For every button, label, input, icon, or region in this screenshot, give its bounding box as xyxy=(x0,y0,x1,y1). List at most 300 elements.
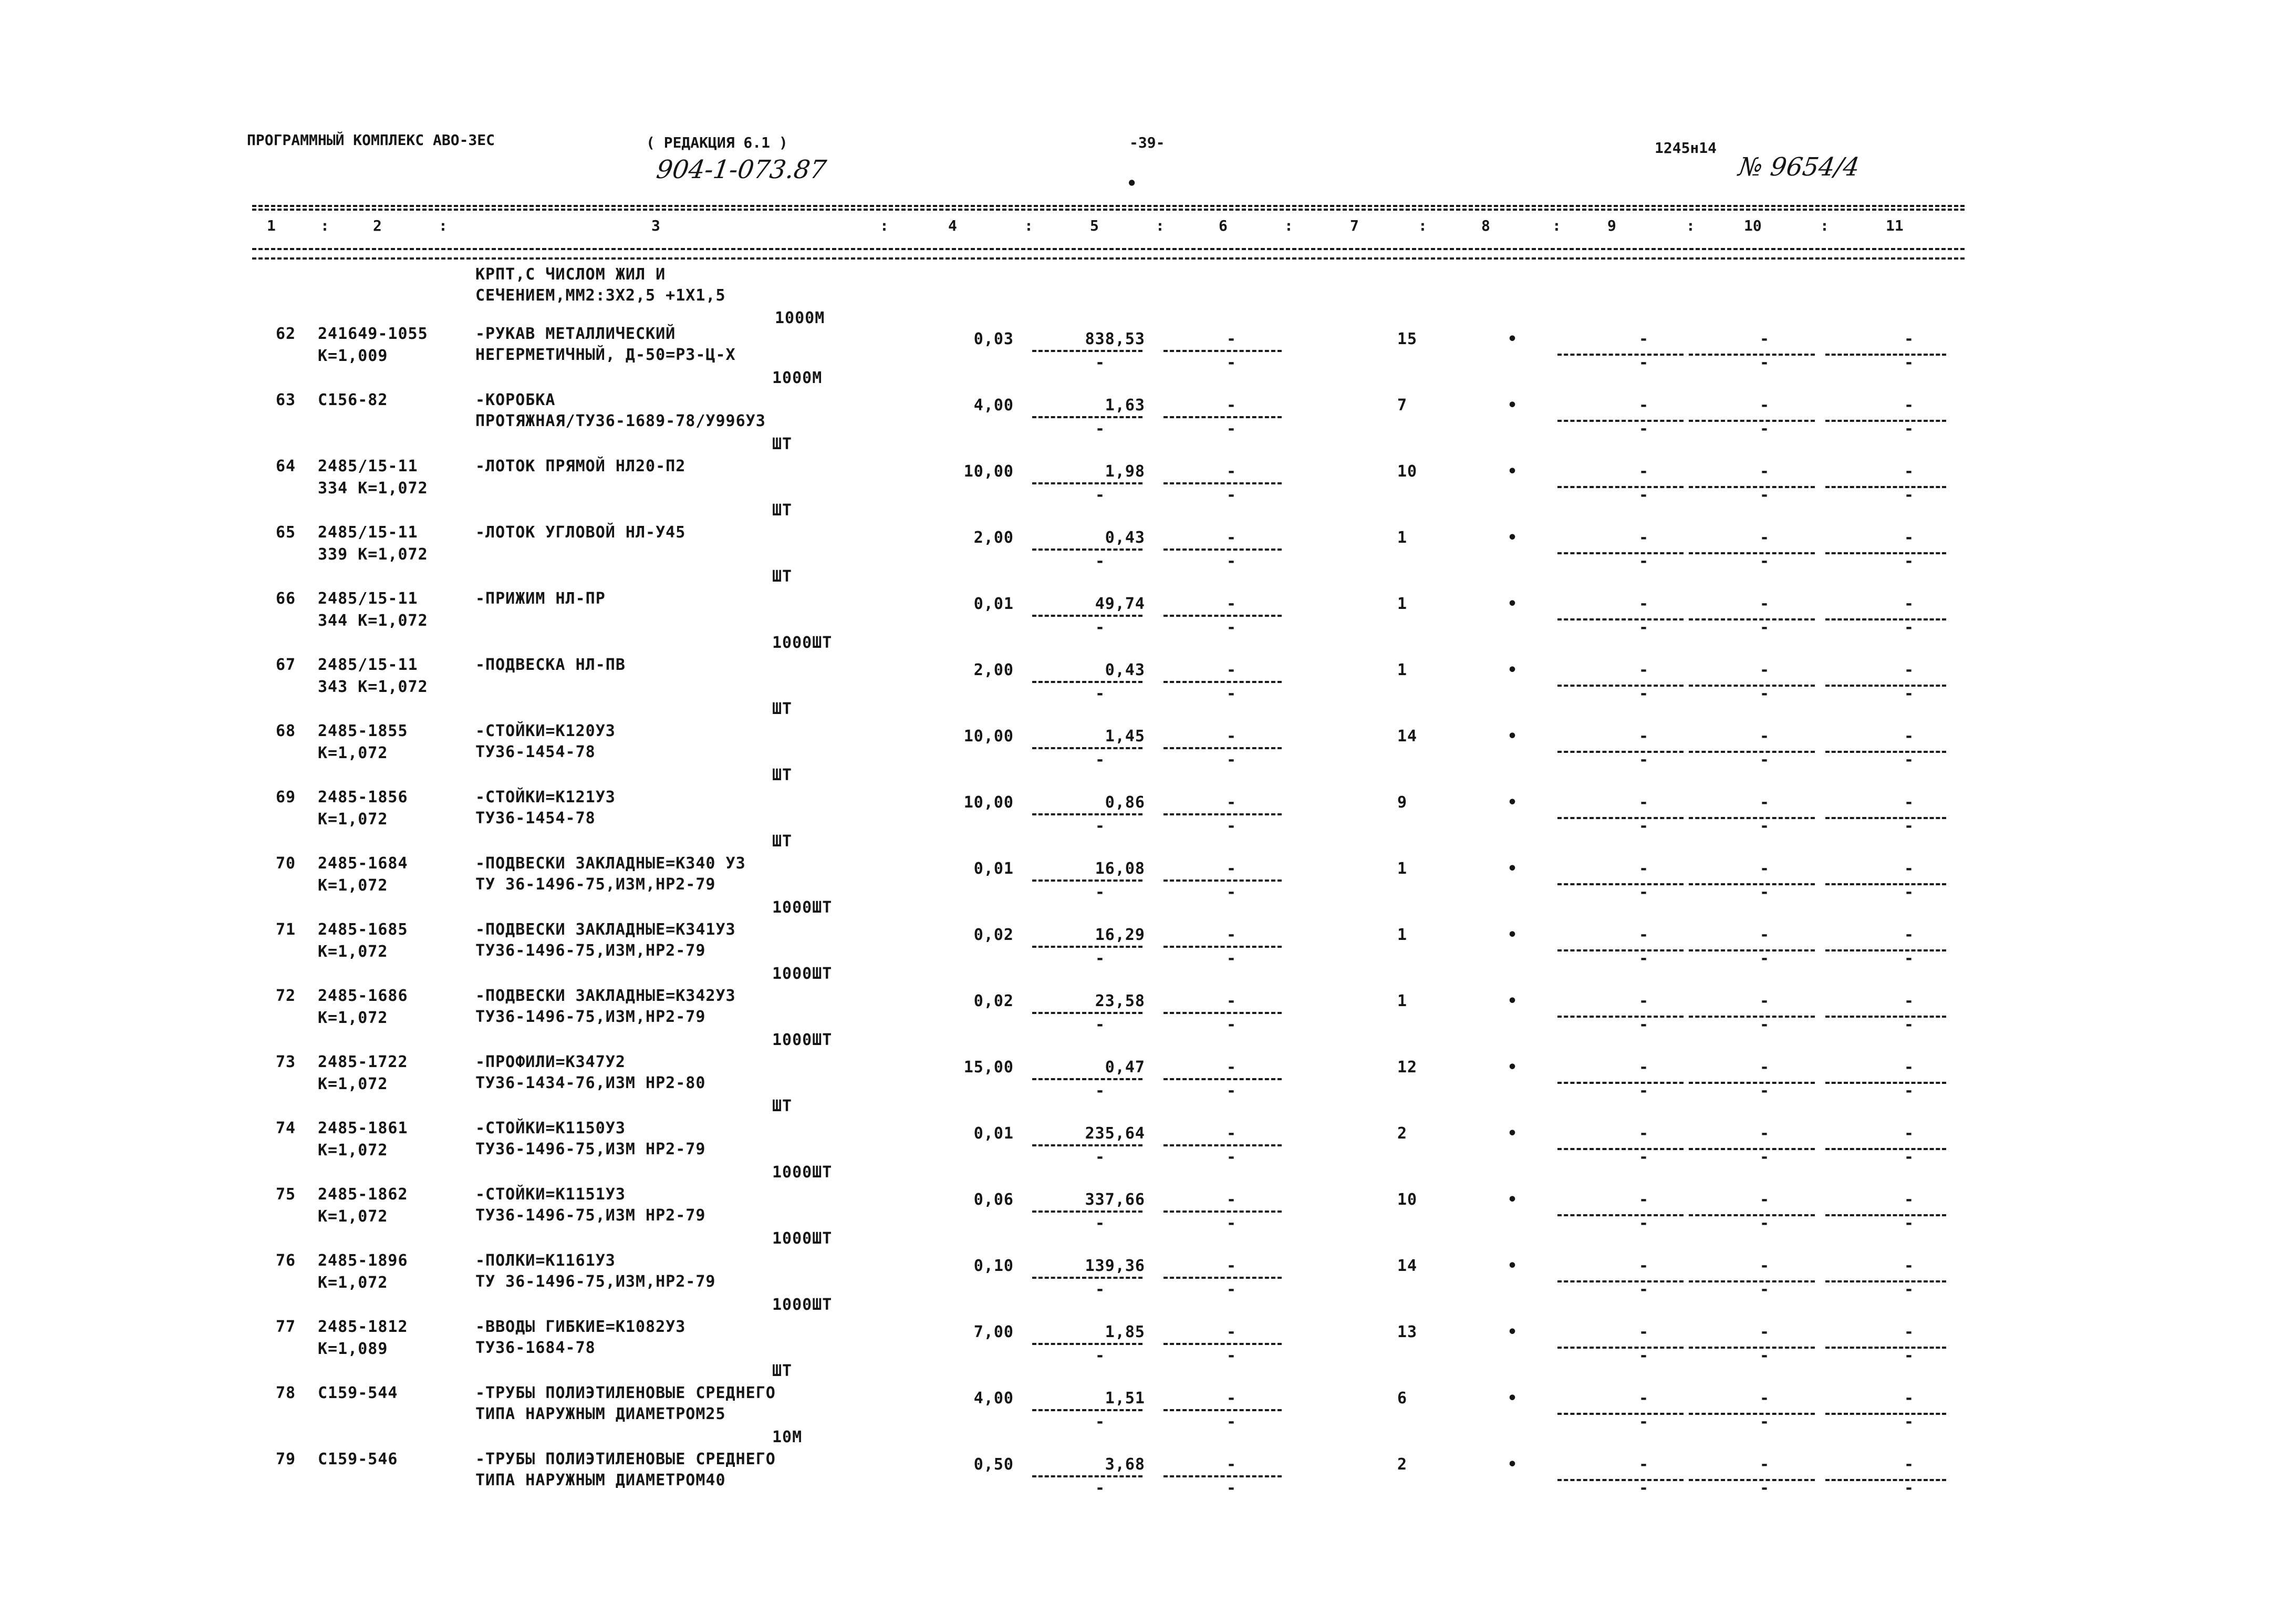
row-col4-value: 0,01 xyxy=(973,595,1014,613)
row-col10-rule xyxy=(1689,552,1815,554)
row-col11-rule xyxy=(1825,354,1946,356)
row-col8-value: • xyxy=(1508,462,1518,481)
row-name-line: ТУ 36-1496-75,ИЗМ,НР2-79 xyxy=(475,1272,716,1291)
row-col6-value: - xyxy=(1227,926,1237,944)
row-col5-value: 1,63 xyxy=(1105,396,1145,415)
row-col6-value: - xyxy=(1227,1058,1237,1077)
row-col9-dash: - xyxy=(1639,949,1649,968)
row-col11-value: - xyxy=(1904,1058,1915,1077)
row-col5-rule xyxy=(1032,747,1142,749)
column-header-5: 5 xyxy=(1090,217,1099,234)
row-coefficient: К=1,089 xyxy=(318,1340,388,1358)
row-col5-dash: - xyxy=(1095,1148,1106,1166)
row-col6-dash: - xyxy=(1227,354,1237,372)
row-col6-rule xyxy=(1163,946,1282,948)
row-col7-value: 14 xyxy=(1397,1257,1418,1275)
row-name-line: ТУ36-1496-75,ИЗМ,НР2-79 xyxy=(475,942,706,960)
row-col11-dash: - xyxy=(1904,1479,1915,1497)
row-coefficient: К=1,072 xyxy=(318,1207,388,1226)
row-col9-dash: - xyxy=(1639,552,1649,571)
row-col9-dash: - xyxy=(1639,1280,1649,1299)
row-col9-value: - xyxy=(1639,1455,1649,1474)
row-col10-dash: - xyxy=(1760,420,1770,438)
row-col5-dash: - xyxy=(1095,1347,1106,1365)
row-col6-dash: - xyxy=(1227,817,1237,835)
row-col8-value: • xyxy=(1508,396,1518,415)
row-col5-value: 1,98 xyxy=(1105,462,1145,481)
row-col8-value: • xyxy=(1508,793,1518,812)
row-col5-value: 235,64 xyxy=(1085,1124,1145,1143)
row-col10-value: - xyxy=(1760,595,1770,613)
row-col10-dash: - xyxy=(1760,1082,1770,1100)
row-col7-value: 7 xyxy=(1397,396,1408,415)
row-col5-dash: - xyxy=(1095,354,1106,372)
row-col4-value: 15,00 xyxy=(963,1058,1014,1077)
row-col11-value: - xyxy=(1904,926,1915,944)
row-col11-value: - xyxy=(1904,1191,1915,1209)
row-col8-value: • xyxy=(1508,727,1518,746)
column-separator: : xyxy=(1156,217,1165,234)
row-name-line: -ТРУБЫ ПОЛИЭТИЛЕНОВЫЕ СРЕДНЕГО xyxy=(475,1450,776,1468)
row-code: 2485-1862 xyxy=(318,1185,408,1204)
row-col11-value: - xyxy=(1904,529,1915,547)
row-name-line: -КОРОБКА xyxy=(475,391,556,409)
row-col10-value: - xyxy=(1760,661,1770,679)
row-col5-value: 1,85 xyxy=(1105,1323,1145,1341)
row-number: 73 xyxy=(276,1053,296,1071)
row-coefficient: 339 К=1,072 xyxy=(318,545,428,564)
row-col11-dash: - xyxy=(1904,354,1915,372)
row-col10-value: - xyxy=(1760,1257,1770,1275)
row-unit: ШТ xyxy=(772,700,793,718)
row-code: 2485/15-11 xyxy=(318,589,418,608)
row-col9-value: - xyxy=(1639,330,1649,348)
row-col6-dash: - xyxy=(1227,1082,1237,1100)
row-col11-value: - xyxy=(1904,462,1915,481)
row-col7-value: 6 xyxy=(1397,1389,1408,1408)
row-col11-dash: - xyxy=(1904,1347,1915,1365)
document-code: 1245н14 xyxy=(1655,139,1717,157)
row-col8-value: • xyxy=(1508,529,1518,547)
row-number: 79 xyxy=(276,1450,296,1468)
row-col5-dash: - xyxy=(1095,420,1106,438)
row-col11-rule xyxy=(1825,486,1946,488)
row-code: 2485/15-11 xyxy=(318,656,418,674)
row-col10-value: - xyxy=(1760,860,1770,878)
column-separator: : xyxy=(1820,217,1829,234)
row-col9-dash: - xyxy=(1639,1479,1649,1497)
row-name-line: -РУКАВ МЕТАЛЛИЧЕСКИЙ xyxy=(475,325,676,343)
row-col11-dash: - xyxy=(1904,618,1915,637)
row-name-line: -ТРУБЫ ПОЛИЭТИЛЕНОВЫЕ СРЕДНЕГО xyxy=(475,1384,776,1402)
continuation-unit: 1000М xyxy=(775,309,825,327)
row-unit: 1000ШТ xyxy=(772,634,833,652)
row-col11-dash: - xyxy=(1904,1016,1915,1034)
row-col11-dash: - xyxy=(1904,1082,1915,1100)
row-col6-dash: - xyxy=(1227,949,1237,968)
row-col9-value: - xyxy=(1639,1389,1649,1408)
row-col11-dash: - xyxy=(1904,1214,1915,1233)
row-number: 75 xyxy=(276,1185,296,1204)
row-number: 62 xyxy=(276,325,296,343)
row-col10-rule xyxy=(1689,817,1815,819)
row-col4-value: 0,50 xyxy=(973,1455,1014,1474)
row-number: 78 xyxy=(276,1384,296,1402)
row-code: С156-82 xyxy=(318,391,388,409)
row-name-line: -ЛОТОК УГЛОВОЙ НЛ-У45 xyxy=(475,523,686,542)
row-name-line: -ПОДВЕСКИ ЗАКЛАДНЫЕ=К340 УЗ xyxy=(475,854,746,873)
row-col11-dash: - xyxy=(1904,1280,1915,1299)
row-col7-value: 13 xyxy=(1397,1323,1418,1341)
row-col11-dash: - xyxy=(1904,486,1915,504)
column-header-4: 4 xyxy=(948,217,957,234)
row-col10-value: - xyxy=(1760,330,1770,348)
row-name-line: -ПРОФИЛИ=К347У2 xyxy=(475,1053,626,1071)
row-col9-value: - xyxy=(1639,1058,1649,1077)
row-col5-rule xyxy=(1032,416,1142,418)
row-code: 2485-1861 xyxy=(318,1119,408,1137)
row-col11-value: - xyxy=(1904,330,1915,348)
row-col7-value: 1 xyxy=(1397,926,1408,944)
column-header-8: 8 xyxy=(1481,217,1490,234)
row-col6-rule xyxy=(1163,747,1282,749)
row-col5-rule xyxy=(1032,549,1142,551)
row-unit: 1000ШТ xyxy=(772,1031,833,1049)
row-unit: ШТ xyxy=(772,567,793,586)
row-col6-rule xyxy=(1163,1277,1282,1279)
row-col9-dash: - xyxy=(1639,1148,1649,1166)
row-col10-dash: - xyxy=(1760,354,1770,372)
row-col10-rule xyxy=(1689,1148,1815,1150)
row-col10-dash: - xyxy=(1760,1214,1770,1233)
row-col6-rule xyxy=(1163,350,1282,352)
row-col9-value: - xyxy=(1639,1323,1649,1341)
row-col4-value: 0,01 xyxy=(973,1124,1014,1143)
row-col10-value: - xyxy=(1760,396,1770,415)
row-name-line: -СТОЙКИ=К120У3 xyxy=(475,722,616,740)
row-col4-value: 4,00 xyxy=(973,396,1014,415)
row-number: 76 xyxy=(276,1251,296,1270)
column-separator: : xyxy=(880,217,889,234)
row-col5-dash: - xyxy=(1095,751,1106,769)
row-col5-dash: - xyxy=(1095,552,1106,571)
row-col11-rule xyxy=(1825,1413,1946,1415)
row-col10-rule xyxy=(1689,420,1815,422)
row-col10-rule xyxy=(1689,1016,1815,1018)
row-col4-value: 0,10 xyxy=(973,1257,1014,1275)
row-unit: 10М xyxy=(772,1428,803,1446)
row-col8-value: • xyxy=(1508,595,1518,613)
row-col10-rule xyxy=(1689,1214,1815,1216)
row-coefficient: К=1,072 xyxy=(318,876,388,895)
row-number: 67 xyxy=(276,656,296,674)
row-col6-rule xyxy=(1163,813,1282,815)
table-top-rule xyxy=(252,205,1965,207)
row-col10-rule xyxy=(1689,618,1815,620)
row-number: 74 xyxy=(276,1119,296,1137)
row-number: 68 xyxy=(276,722,296,740)
row-col10-dash: - xyxy=(1760,1347,1770,1365)
row-col5-value: 1,45 xyxy=(1105,727,1145,746)
row-name-line: -ПОЛКИ=К1161У3 xyxy=(475,1251,616,1270)
row-col8-value: • xyxy=(1508,1058,1518,1077)
row-col5-rule xyxy=(1032,1144,1142,1146)
row-code: 241649-1055 xyxy=(318,325,428,343)
row-col5-dash: - xyxy=(1095,1280,1106,1299)
row-col10-dash: - xyxy=(1760,1016,1770,1034)
row-col11-rule xyxy=(1825,1016,1946,1018)
row-coefficient: 343 К=1,072 xyxy=(318,678,428,696)
row-col6-dash: - xyxy=(1227,486,1237,504)
row-col6-value: - xyxy=(1227,1455,1237,1474)
row-col6-dash: - xyxy=(1227,420,1237,438)
row-col11-rule xyxy=(1825,1347,1946,1349)
row-col9-dash: - xyxy=(1639,1413,1649,1431)
row-col9-rule xyxy=(1557,1413,1684,1415)
row-col5-value: 0,43 xyxy=(1105,661,1145,679)
row-col9-rule xyxy=(1557,1082,1684,1084)
row-unit: 1000ШТ xyxy=(772,1163,833,1182)
row-col5-dash: - xyxy=(1095,1082,1106,1100)
row-name-line: НЕГЕРМЕТИЧНЫЙ, Д-50=Р3-Ц-Х xyxy=(475,346,736,364)
row-name-line: ТУ36-1496-75,ИЗМ НР2-79 xyxy=(475,1206,706,1225)
row-col9-rule xyxy=(1557,1479,1684,1481)
row-col6-dash: - xyxy=(1227,618,1237,637)
row-col4-value: 0,06 xyxy=(973,1191,1014,1209)
row-col8-value: • xyxy=(1508,926,1518,944)
row-col11-dash: - xyxy=(1904,1148,1915,1166)
row-col11-rule xyxy=(1825,817,1946,819)
row-col9-dash: - xyxy=(1639,1016,1649,1034)
row-name-line: -СТОЙКИ=К121У3 xyxy=(475,788,616,806)
row-col5-value: 16,29 xyxy=(1095,926,1145,944)
row-col10-value: - xyxy=(1760,1191,1770,1209)
row-number: 71 xyxy=(276,920,296,939)
row-col10-rule xyxy=(1689,1413,1815,1415)
row-col5-rule xyxy=(1032,615,1142,617)
row-col7-value: 1 xyxy=(1397,661,1408,679)
page-number: -39- xyxy=(1129,134,1165,151)
column-header-6: 6 xyxy=(1219,217,1228,234)
row-coefficient: К=1,072 xyxy=(318,1075,388,1093)
row-col10-value: - xyxy=(1760,793,1770,812)
row-name-line: ТУ36-1434-76,ИЗМ НР2-80 xyxy=(475,1074,706,1092)
row-name-line: ТУ36-1454-78 xyxy=(475,743,596,761)
row-coefficient: К=1,072 xyxy=(318,1274,388,1292)
column-header-rule xyxy=(252,248,1965,250)
row-col5-value: 23,58 xyxy=(1095,992,1145,1010)
row-col10-dash: - xyxy=(1760,883,1770,902)
row-col6-rule xyxy=(1163,615,1282,617)
row-col9-rule xyxy=(1557,817,1684,819)
row-col5-rule xyxy=(1032,482,1142,484)
row-col6-value: - xyxy=(1227,1257,1237,1275)
continuation-line-2: СЕЧЕНИЕМ,ММ2:3Х2,5 +1Х1,5 xyxy=(475,286,726,305)
row-col9-value: - xyxy=(1639,1124,1649,1143)
row-col5-value: 0,86 xyxy=(1105,793,1145,812)
row-col9-value: - xyxy=(1639,595,1649,613)
row-col9-dash: - xyxy=(1639,751,1649,769)
row-col5-value: 0,43 xyxy=(1105,529,1145,547)
row-col6-value: - xyxy=(1227,727,1237,746)
row-col6-rule xyxy=(1163,1144,1282,1146)
row-col9-rule xyxy=(1557,751,1684,753)
row-number: 69 xyxy=(276,788,296,806)
row-col9-dash: - xyxy=(1639,618,1649,637)
row-col5-value: 1,51 xyxy=(1105,1389,1145,1408)
row-number: 72 xyxy=(276,987,296,1005)
row-col5-rule xyxy=(1032,681,1142,683)
row-col10-rule xyxy=(1689,486,1815,488)
row-col6-value: - xyxy=(1227,1323,1237,1341)
row-col5-rule xyxy=(1032,1277,1142,1279)
row-col9-dash: - xyxy=(1639,1214,1649,1233)
row-col6-rule xyxy=(1163,1012,1282,1014)
column-header-rule-2 xyxy=(252,257,1965,260)
row-col9-rule xyxy=(1557,949,1684,951)
row-col9-rule xyxy=(1557,1280,1684,1282)
row-col10-dash: - xyxy=(1760,1479,1770,1497)
row-col11-rule xyxy=(1825,1082,1946,1084)
row-number: 70 xyxy=(276,854,296,873)
row-col11-rule xyxy=(1825,552,1946,554)
row-number: 63 xyxy=(276,391,296,409)
row-col11-value: - xyxy=(1904,661,1915,679)
handwritten-registration-number: № 9654/4 xyxy=(1737,152,1862,182)
row-col5-dash: - xyxy=(1095,1479,1106,1497)
row-col10-rule xyxy=(1689,883,1815,885)
row-col6-value: - xyxy=(1227,1389,1237,1408)
row-code: 2485/15-11 xyxy=(318,523,418,542)
row-col9-rule xyxy=(1557,883,1684,885)
row-col10-rule xyxy=(1689,685,1815,687)
row-col9-value: - xyxy=(1639,926,1649,944)
row-col6-rule xyxy=(1163,1475,1282,1477)
row-col6-dash: - xyxy=(1227,552,1237,571)
row-col9-dash: - xyxy=(1639,883,1649,902)
row-col7-value: 9 xyxy=(1397,793,1408,812)
row-unit: 1000ШТ xyxy=(772,965,833,983)
row-col5-value: 337,66 xyxy=(1085,1191,1145,1209)
row-coefficient: 334 К=1,072 xyxy=(318,479,428,498)
row-col10-value: - xyxy=(1760,992,1770,1010)
row-unit: ШТ xyxy=(772,1362,793,1380)
row-col6-rule xyxy=(1163,681,1282,683)
row-col8-value: • xyxy=(1508,1124,1518,1143)
bullet-mark: • xyxy=(1127,173,1137,193)
row-col9-value: - xyxy=(1639,992,1649,1010)
row-col8-value: • xyxy=(1508,1455,1518,1474)
row-col5-dash: - xyxy=(1095,1016,1106,1034)
row-col7-value: 1 xyxy=(1397,860,1408,878)
row-name-line: -СТОЙКИ=К1151У3 xyxy=(475,1185,626,1204)
row-col10-rule xyxy=(1689,1280,1815,1282)
row-code: С159-546 xyxy=(318,1450,398,1468)
row-unit: 1000ШТ xyxy=(772,1229,833,1248)
column-header-1: 1 xyxy=(267,217,276,234)
row-col6-rule xyxy=(1163,416,1282,418)
row-number: 65 xyxy=(276,523,296,542)
row-col8-value: • xyxy=(1508,1257,1518,1275)
row-col6-value: - xyxy=(1227,595,1237,613)
row-col9-dash: - xyxy=(1639,1082,1649,1100)
row-col9-dash: - xyxy=(1639,817,1649,835)
row-col11-dash: - xyxy=(1904,817,1915,835)
row-col4-value: 4,00 xyxy=(973,1389,1014,1408)
row-code: 2485-1684 xyxy=(318,854,408,873)
row-col9-dash: - xyxy=(1639,354,1649,372)
row-name-line: -ПОДВЕСКИ ЗАКЛАДНЫЕ=К341У3 xyxy=(475,920,736,939)
row-col10-value: - xyxy=(1760,1323,1770,1341)
row-name-line: ТУ36-1496-75,ИЗМ,НР2-79 xyxy=(475,1008,706,1026)
row-col11-rule xyxy=(1825,883,1946,885)
row-code: 2485-1812 xyxy=(318,1318,408,1336)
row-col5-rule xyxy=(1032,1078,1142,1080)
column-separator: : xyxy=(1024,217,1033,234)
column-header-11: 11 xyxy=(1886,217,1904,234)
row-col9-dash: - xyxy=(1639,486,1649,504)
row-col9-dash: - xyxy=(1639,1347,1649,1365)
row-col9-value: - xyxy=(1639,727,1649,746)
row-col8-value: • xyxy=(1508,1323,1518,1341)
row-col8-value: • xyxy=(1508,1389,1518,1408)
row-coefficient: К=1,072 xyxy=(318,1009,388,1027)
row-col5-dash: - xyxy=(1095,486,1106,504)
row-col6-dash: - xyxy=(1227,1148,1237,1166)
column-separator: : xyxy=(439,217,448,234)
row-name-line: ТИПА НАРУЖНЫМ ДИАМЕТРОМ40 xyxy=(475,1471,726,1489)
row-col11-rule xyxy=(1825,1148,1946,1150)
row-unit: ШТ xyxy=(772,832,793,851)
row-col9-rule xyxy=(1557,354,1684,356)
row-col6-dash: - xyxy=(1227,1280,1237,1299)
row-coefficient: 344 К=1,072 xyxy=(318,612,428,630)
row-col5-dash: - xyxy=(1095,817,1106,835)
row-col10-value: - xyxy=(1760,529,1770,547)
row-code: 2485-1896 xyxy=(318,1251,408,1270)
row-name-line: ТУ36-1496-75,ИЗМ НР2-79 xyxy=(475,1140,706,1158)
row-col8-value: • xyxy=(1508,661,1518,679)
row-name-line: -ПОДВЕСКИ ЗАКЛАДНЫЕ=К342У3 xyxy=(475,987,736,1005)
row-col9-value: - xyxy=(1639,1257,1649,1275)
row-col5-rule xyxy=(1032,1475,1142,1477)
row-col10-dash: - xyxy=(1760,1280,1770,1299)
row-col5-value: 838,53 xyxy=(1085,330,1145,348)
row-col5-value: 49,74 xyxy=(1095,595,1145,613)
row-col9-value: - xyxy=(1639,860,1649,878)
row-col7-value: 10 xyxy=(1397,462,1418,481)
row-col11-dash: - xyxy=(1904,949,1915,968)
row-col5-rule xyxy=(1032,946,1142,948)
row-col7-value: 14 xyxy=(1397,727,1418,746)
row-col6-value: - xyxy=(1227,1124,1237,1143)
row-coefficient: К=1,009 xyxy=(318,347,388,365)
row-col5-rule xyxy=(1032,1012,1142,1014)
row-col11-rule xyxy=(1825,949,1946,951)
row-col11-value: - xyxy=(1904,1257,1915,1275)
row-col5-dash: - xyxy=(1095,685,1106,703)
row-col4-value: 2,00 xyxy=(973,529,1014,547)
row-col7-value: 1 xyxy=(1397,529,1408,547)
row-col7-value: 10 xyxy=(1397,1191,1418,1209)
row-unit: 1000ШТ xyxy=(772,1296,833,1314)
row-col7-value: 2 xyxy=(1397,1124,1408,1143)
row-col6-dash: - xyxy=(1227,685,1237,703)
edition-label: ( РЕДАКЦИЯ 6.1 ) xyxy=(646,134,788,151)
row-col9-value: - xyxy=(1639,462,1649,481)
row-name-line: ТУ36-1454-78 xyxy=(475,809,596,827)
row-col10-value: - xyxy=(1760,1389,1770,1408)
